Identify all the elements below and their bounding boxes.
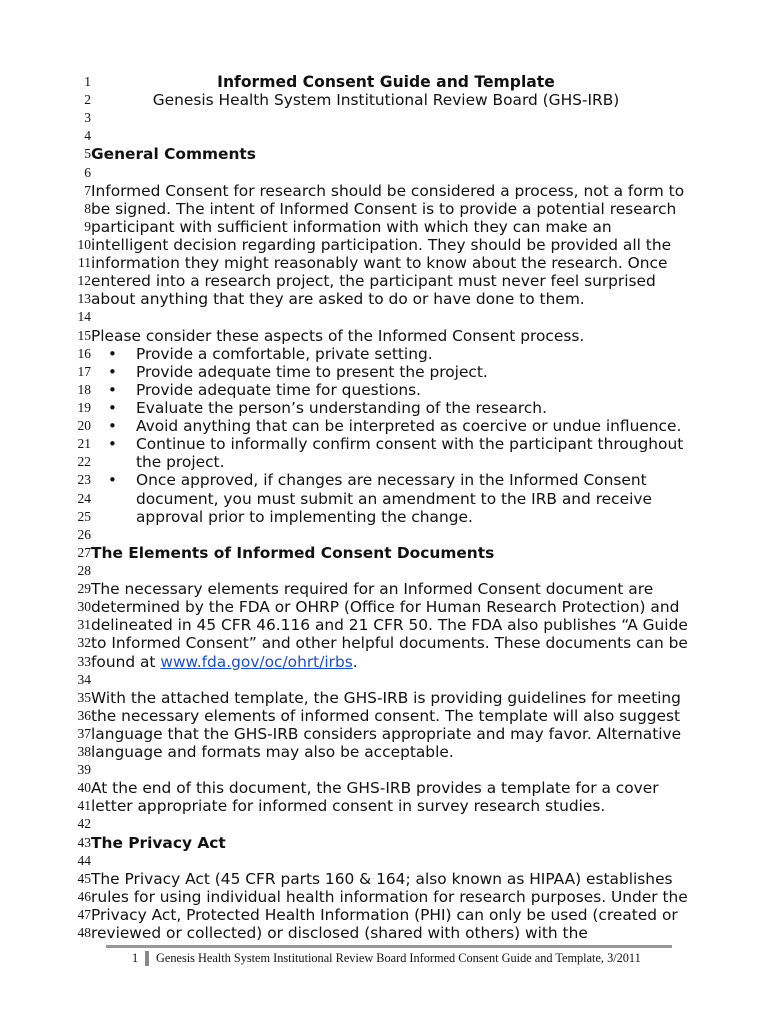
line-number: 20 [77, 418, 91, 434]
line-number: 47 [77, 907, 91, 923]
line-number: 22 [77, 454, 91, 470]
line-number: 46 [77, 888, 91, 904]
page-footer [106, 950, 686, 970]
line-number: 33 [77, 653, 91, 669]
document-line [0, 671, 770, 689]
document-line [0, 815, 770, 833]
line-number: 25 [77, 508, 91, 524]
document-line [0, 91, 770, 109]
line-text: rules for using individual health information for research purposes. Under the [91, 887, 688, 906]
line-number: 28 [77, 562, 91, 578]
line-text: Informed Consent for research should be considered a process, not a form to [91, 181, 685, 200]
fda-irb-link[interactable]: www.fda.gov/oc/ohrt/irbs [160, 652, 353, 671]
bullet-item-text: Continue to informally confirm consent with the participant throughout [136, 435, 684, 454]
line-text-prefix: found at [91, 652, 161, 671]
line-number: 17 [77, 363, 91, 379]
section-heading: The Elements of Informed Consent Documents [91, 543, 495, 562]
bullet-icon: • [108, 435, 117, 454]
line-text: reviewed or collected) or disclosed (shared with others) with the [91, 924, 588, 943]
line-text: information they might reasonably want to know about the research. Once [91, 254, 668, 273]
bullet-icon: • [108, 380, 117, 399]
line-text: Privacy Act, Protected Health Information (PHI) can only be used (created or [91, 906, 678, 925]
document-body [0, 73, 770, 942]
document-line [0, 834, 770, 852]
document-line [0, 417, 770, 435]
document-line [0, 725, 770, 743]
footer-separator [145, 951, 149, 966]
bullet-item-text: Provide adequate time to present the project. [136, 362, 488, 381]
bullet-item-text: Evaluate the person’s understanding of the research. [136, 398, 547, 417]
line-number: 39 [77, 762, 91, 778]
line-text: Please consider these aspects of the Informed Consent process. [91, 326, 585, 345]
line-number: 1 [84, 74, 91, 89]
document-line [0, 200, 770, 218]
document-line [0, 761, 770, 779]
document-line [0, 73, 770, 91]
line-number: 29 [77, 581, 91, 597]
document-line [0, 218, 770, 236]
bullet-item-text: Once approved, if changes are necessary in the Informed Consent [136, 471, 647, 490]
line-text: language and formats may also be acceptable. [91, 743, 454, 762]
document-line [0, 508, 770, 526]
document-line [0, 544, 770, 562]
line-number: 40 [77, 780, 91, 796]
document-line [0, 290, 770, 308]
line-number: 15 [77, 327, 91, 343]
line-number: 26 [77, 526, 91, 542]
section-heading: General Comments [91, 145, 256, 164]
line-number: 21 [77, 436, 91, 452]
line-number: 35 [77, 689, 91, 705]
line-number: 12 [77, 273, 91, 289]
line-number: 41 [77, 798, 91, 814]
line-number: 37 [77, 725, 91, 741]
bullet-item-text: the project. [136, 453, 225, 472]
document-line [0, 254, 770, 272]
document-line [0, 870, 770, 888]
document-line [0, 453, 770, 471]
line-number: 10 [77, 236, 91, 252]
document-line [0, 145, 770, 163]
document-line [0, 109, 770, 127]
line-text: to Informed Consent” and other helpful documents. These documents can be [91, 634, 688, 653]
line-number: 8 [84, 200, 91, 216]
bullet-item-text: approval prior to implementing the change. [136, 507, 473, 526]
document-line [0, 471, 770, 489]
line-text-suffix: . [352, 652, 358, 671]
bullet-icon: • [108, 417, 117, 436]
document-line [0, 562, 770, 580]
document-line [0, 182, 770, 200]
bullet-item-text: Provide a comfortable, private setting. [136, 344, 433, 363]
line-number: 19 [77, 399, 91, 415]
document-line [0, 272, 770, 290]
document-line [0, 797, 770, 815]
line-text: The Privacy Act (45 CFR parts 160 & 164; also known as HIPAA) establishes [91, 869, 673, 888]
document-line [0, 689, 770, 707]
document-line [0, 743, 770, 761]
document-line [0, 327, 770, 345]
line-number: 2 [84, 92, 91, 108]
document-line [0, 381, 770, 399]
document-line [0, 164, 770, 182]
line-number: 38 [77, 744, 91, 760]
document-line [0, 634, 770, 652]
line-number: 6 [84, 164, 91, 180]
document-line [0, 924, 770, 942]
line-number: 43 [77, 834, 91, 850]
footer-text: Genesis Health System Institutional Review Board Informed Consent Guide and Template, 3/2011 [156, 951, 641, 965]
line-text: participant with sufficient information with which they can make an [91, 217, 612, 236]
line-text: determined by the FDA or OHRP (Office for Human Research Protection) and [91, 598, 680, 617]
line-number: 24 [77, 490, 91, 506]
line-number: 9 [84, 218, 91, 234]
document-line [0, 888, 770, 906]
line-text: be signed. The intent of Informed Consent is to provide a potential research [91, 199, 677, 218]
document-line [0, 490, 770, 508]
line-number: 45 [77, 870, 91, 886]
line-text: language that the GHS-IRB considers appropriate and may favor. Alternative [91, 724, 682, 743]
document-line [0, 779, 770, 797]
line-number: 4 [84, 128, 91, 144]
line-text: entered into a research project, the participant must never feel surprised [91, 272, 656, 291]
document-line [0, 707, 770, 725]
document-line [0, 906, 770, 924]
line-text: delineated in 45 CFR 46.116 and 21 CFR 50. The FDA also publishes “A Guide [91, 616, 688, 635]
line-number: 18 [77, 381, 91, 397]
line-text: intelligent decision regarding participation. They should be provided all the [91, 235, 672, 254]
document-line [0, 598, 770, 616]
line-number: 16 [77, 345, 91, 361]
document-line [0, 580, 770, 598]
bullet-icon: • [108, 362, 117, 381]
document-line [0, 127, 770, 145]
line-text: With the attached template, the GHS-IRB is providing guidelines for meeting [91, 688, 681, 707]
bullet-item-text: Avoid anything that can be interpreted as coercive or undue influence. [136, 417, 682, 436]
document-line [0, 852, 770, 870]
document-line [0, 308, 770, 326]
line-number: 14 [77, 309, 91, 325]
line-number: 31 [77, 617, 91, 633]
line-text: The necessary elements required for an Informed Consent document are [91, 580, 654, 599]
document-line [0, 653, 770, 671]
line-number: 11 [78, 255, 91, 271]
bullet-icon: • [108, 344, 117, 363]
document-line [0, 399, 770, 417]
line-text [91, 653, 358, 671]
line-number: 3 [84, 110, 91, 126]
bullet-icon: • [108, 471, 117, 490]
line-text: letter appropriate for informed consent in survey research studies. [91, 797, 606, 816]
line-number: 27 [77, 544, 91, 560]
line-text: about anything that they are asked to do or have done to them. [91, 290, 585, 309]
line-number: 23 [77, 472, 91, 488]
line-number: 7 [84, 182, 91, 198]
footer-rule [106, 945, 672, 948]
page-number: 1 [132, 951, 139, 965]
line-number: 5 [84, 146, 91, 162]
document-line [0, 236, 770, 254]
document-subtitle: Genesis Health System Institutional Review Board (GHS-IRB) [152, 91, 620, 110]
document-title: Informed Consent Guide and Template [217, 73, 555, 91]
line-number: 30 [77, 599, 91, 615]
document-line [0, 526, 770, 544]
line-number: 13 [77, 291, 91, 307]
line-number: 44 [77, 852, 91, 868]
line-text: At the end of this document, the GHS-IRB provides a template for a cover [91, 779, 659, 798]
line-number: 32 [77, 635, 91, 651]
bullet-item-text: Provide adequate time for questions. [136, 380, 422, 399]
line-number: 34 [77, 671, 91, 687]
bullet-item-text: document, you must submit an amendment to the IRB and receive [136, 489, 652, 508]
bullet-icon: • [108, 398, 117, 417]
line-number: 42 [77, 816, 91, 832]
section-heading: The Privacy Act [91, 833, 226, 852]
line-text: the necessary elements of informed consent. The template will also suggest [91, 706, 680, 725]
document-line [0, 345, 770, 363]
document-line [0, 616, 770, 634]
document-line [0, 435, 770, 453]
line-number: 36 [77, 707, 91, 723]
line-number: 48 [77, 925, 91, 941]
document-line [0, 363, 770, 381]
